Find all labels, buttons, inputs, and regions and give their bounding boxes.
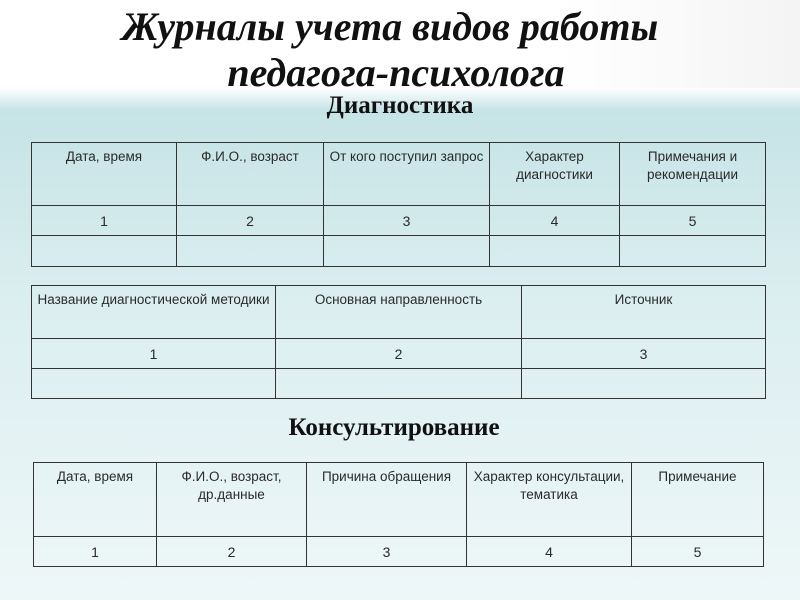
section-heading-consulting: Консультирование (288, 414, 500, 441)
table-empty-row (32, 369, 766, 399)
header-cell: Источник (522, 286, 766, 339)
column-number-cell: 1 (32, 339, 276, 369)
column-number-cell: 2 (157, 537, 307, 567)
header-cell: От кого поступил запрос (324, 143, 490, 206)
table-number-row (32, 206, 766, 236)
header-cell: Ф.И.О., возраст (177, 143, 324, 206)
table-header-row (32, 286, 766, 339)
table-number-row (32, 339, 766, 369)
table-empty-row (32, 236, 766, 267)
column-number-cell: 1 (34, 537, 157, 567)
section-heading-diagnostics: Диагностика (326, 92, 474, 119)
empty-cell (522, 369, 766, 399)
header-cell: Основная направленность (276, 286, 522, 339)
empty-cell (620, 236, 766, 267)
diagnostics-journal-table (31, 142, 766, 267)
column-number-cell: 1 (32, 206, 177, 236)
header-cell: Причина обращения (307, 463, 467, 537)
empty-cell (490, 236, 620, 267)
diagnostic-methods-table (31, 285, 766, 399)
header-cell: Примечание (632, 463, 764, 537)
header-cell: Название диагностической методики (32, 286, 276, 339)
empty-cell (324, 236, 490, 267)
table-header-row (32, 143, 766, 206)
column-number-cell: 2 (276, 339, 522, 369)
column-number-cell: 5 (632, 537, 764, 567)
column-number-cell: 4 (467, 537, 632, 567)
header-cell: Примечания и рекомендации (620, 143, 766, 206)
column-number-cell: 3 (522, 339, 766, 369)
consulting-journal-table (33, 462, 764, 567)
empty-cell (32, 369, 276, 399)
table-header-row (34, 463, 764, 537)
empty-cell (177, 236, 324, 267)
table-number-row (34, 537, 764, 567)
column-number-cell: 2 (177, 206, 324, 236)
empty-cell (32, 236, 177, 267)
column-number-cell: 3 (307, 537, 467, 567)
column-number-cell: 3 (324, 206, 490, 236)
header-cell: Ф.И.О., возраст, др.данные (157, 463, 307, 537)
empty-cell (276, 369, 522, 399)
column-number-cell: 4 (490, 206, 620, 236)
header-cell: Дата, время (34, 463, 157, 537)
header-cell: Характер консультации, тематика (467, 463, 632, 537)
page-title-line-2: педагога-психолога (227, 50, 565, 95)
header-cell: Характер диагностики (490, 143, 620, 206)
header-cell: Дата, время (32, 143, 177, 206)
page-title-line-1: Журналы учета видов работы (121, 4, 659, 49)
column-number-cell: 5 (620, 206, 766, 236)
